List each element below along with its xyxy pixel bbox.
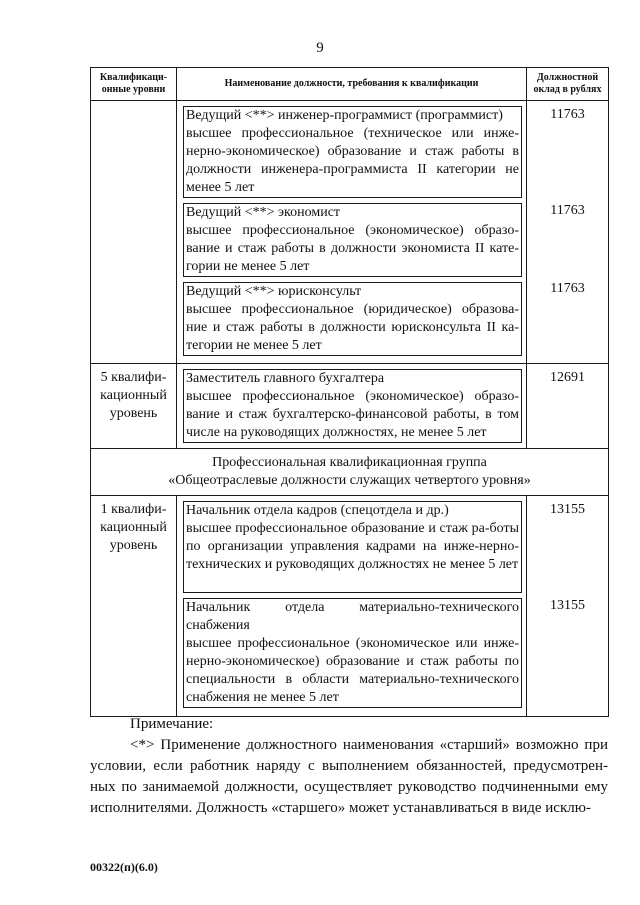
group-title-line: Профессиональная квалификационная группа — [212, 455, 487, 470]
level-cell: 1 квалифи-кационный уровень — [91, 496, 177, 717]
position-title: Заместитель главного бухгалтера — [186, 371, 385, 386]
level-cell: 5 квалифи-кационный уровень — [91, 364, 177, 449]
page-number: 9 — [316, 40, 324, 56]
position-title: Начальник отдела материально-технического снабжения — [186, 600, 519, 633]
position-entry — [183, 106, 522, 198]
notes-section — [90, 714, 608, 819]
salary-value: 11763 — [550, 203, 585, 218]
position-entry — [183, 598, 522, 708]
position-entry — [183, 203, 522, 277]
position-entry — [183, 282, 522, 356]
salary-cell — [527, 101, 609, 364]
notes-body: <*> Применение должностного наименования «старший» возможно при условии, если работник наряду с выполнением обязанностей, предусмотрен-ных по занимаемой должности, осуществляет руководство подчиненными ему исполнителями. Должность «старшего» может устанавливаться в виде исклю- — [90, 737, 608, 816]
position-title: Ведущий <**> экономист — [186, 205, 341, 220]
header-salary: Должностной оклад в рублях — [527, 68, 609, 101]
position-cell — [177, 496, 527, 717]
document-code: 00322(п)(6.0) — [90, 860, 158, 874]
position-entry — [183, 369, 522, 443]
salary-value: 11763 — [550, 281, 585, 296]
salary-cell: 12691 — [527, 364, 609, 449]
position-requirements: высшее профессиональное (техническое или инже-нерно-экономическое) образование и стаж работы в должности инженера-программиста II категории не менее 5 лет — [186, 126, 519, 195]
group-title-line: «Общеотраслевые должности служащих четвертого уровня» — [168, 473, 531, 488]
header-levels: Квалификаци-онные уровни — [91, 68, 177, 101]
position-requirements: высшее профессиональное (юридическое) образова-ние и стаж работы в должности юрисконсульта II ка-тегории не менее 5 лет — [186, 302, 519, 353]
level-cell — [91, 101, 177, 364]
position-cell — [177, 364, 527, 449]
position-requirements: высшее профессиональное (экономическое) образо-вание и стаж бухгалтерско-финансовой работы, в том числе на руководящих должностях, не менее 5 лет — [186, 389, 519, 440]
salary-value: 13155 — [550, 598, 585, 613]
table-row — [91, 364, 609, 449]
header-position: Наименование должности, требования к квалификации — [177, 68, 527, 101]
position-requirements: высшее профессиональное образование и стаж ра-боты по организации управления кадрами на инже-нерно-технических и руководящих должностях не менее 5 лет — [186, 521, 519, 572]
position-title: Ведущий <**> инженер-программист (программист) — [186, 108, 503, 123]
table-row — [91, 496, 609, 717]
position-entry — [183, 501, 522, 593]
salary-value: 11763 — [550, 107, 585, 122]
salary-value: 13155 — [550, 502, 585, 517]
group-title — [91, 449, 609, 496]
position-requirements: высшее профессиональное (экономическое) образо-вание и стаж работы в должности экономиста II кате-гории не менее 5 лет — [186, 223, 519, 274]
salary-cell — [527, 496, 609, 717]
table-row — [91, 101, 609, 364]
group-row — [91, 449, 609, 496]
position-requirements: высшее профессиональное (экономическое или инже-нерно-экономическое) образование и стаж работы по специальности в области материально-технического снабжения не менее 5 лет — [186, 636, 519, 705]
table-header-row — [91, 68, 609, 101]
salary-table — [90, 67, 609, 717]
position-title: Начальник отдела кадров (спецотдела и др.) — [186, 503, 449, 518]
position-cell — [177, 101, 527, 364]
position-title: Ведущий <**> юрисконсульт — [186, 284, 362, 299]
notes-heading: Примечание: — [130, 716, 214, 732]
